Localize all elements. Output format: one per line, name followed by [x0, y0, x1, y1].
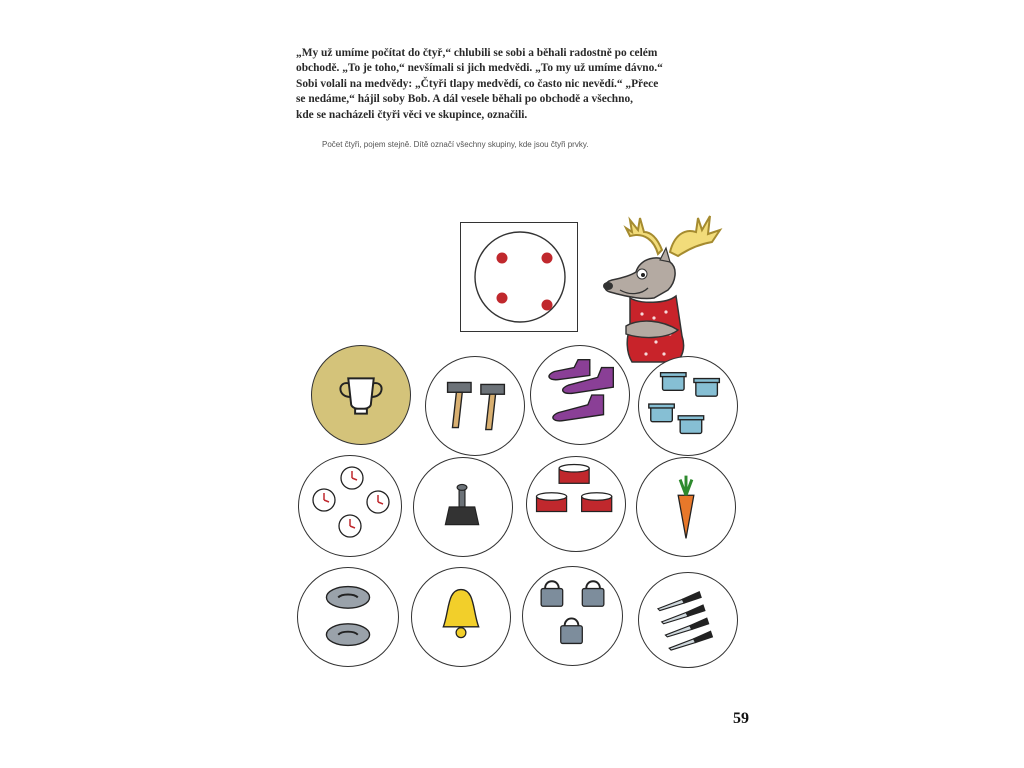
plate-dishes[interactable]	[297, 567, 399, 667]
brush-icon	[414, 458, 512, 556]
dish-icon	[298, 568, 398, 666]
model-card-drawing	[461, 223, 579, 333]
plate-brush[interactable]	[413, 457, 513, 557]
plate-boots[interactable]	[530, 345, 630, 445]
model-card-four-dots	[460, 222, 578, 332]
carrot-icon	[637, 458, 735, 556]
model-dot	[542, 253, 553, 264]
story-line: kde se nacházeli čtyři věci ve skupince, označili.	[296, 108, 528, 121]
instruction-note: Počet čtyři, pojem stejně. Dítě označí všechny skupiny, kde jsou čtyři prvky.	[322, 140, 589, 149]
story-line: obchodě. „To je toho,“ nevšímali si jich medvědi. „To my už umíme dávno.“	[296, 62, 663, 75]
pot-icon	[639, 357, 737, 455]
boot-icon	[531, 346, 629, 444]
model-dot	[497, 253, 508, 264]
bell-icon	[412, 568, 510, 666]
hammer-icon	[426, 357, 524, 455]
story-text	[296, 46, 726, 123]
story-line: „My už umíme počítat do čtyř,“ chlubili se sobi a běhali radostně po celém	[296, 47, 658, 59]
story-line: Sobi volali na medvědy: „Čtyři tlapy medvědí, co často nic nevědí.“ „Přece	[296, 77, 659, 90]
cup-icon	[312, 346, 410, 444]
plate-drums[interactable]	[526, 456, 626, 552]
story-line: se nedáme,“ hájil soby Bob. A dál vesele běhali po obchodě a všechno,	[296, 93, 634, 106]
padlock-icon	[523, 567, 622, 665]
plate-hammers[interactable]	[425, 356, 525, 456]
page-number: 59	[733, 710, 749, 727]
model-dot	[542, 300, 553, 311]
alarm-clock-icon	[299, 456, 401, 556]
plate-pots[interactable]	[638, 356, 738, 456]
drum-icon	[527, 457, 625, 551]
plate-padlocks[interactable]	[522, 566, 623, 666]
model-dot	[497, 293, 508, 304]
plate-knives[interactable]	[638, 572, 738, 668]
plate-bell[interactable]	[411, 567, 511, 667]
knife-icon	[639, 573, 737, 667]
plate-carrot[interactable]	[636, 457, 736, 557]
plate-cup[interactable]	[311, 345, 411, 445]
plate-alarm-clocks[interactable]	[298, 455, 402, 557]
